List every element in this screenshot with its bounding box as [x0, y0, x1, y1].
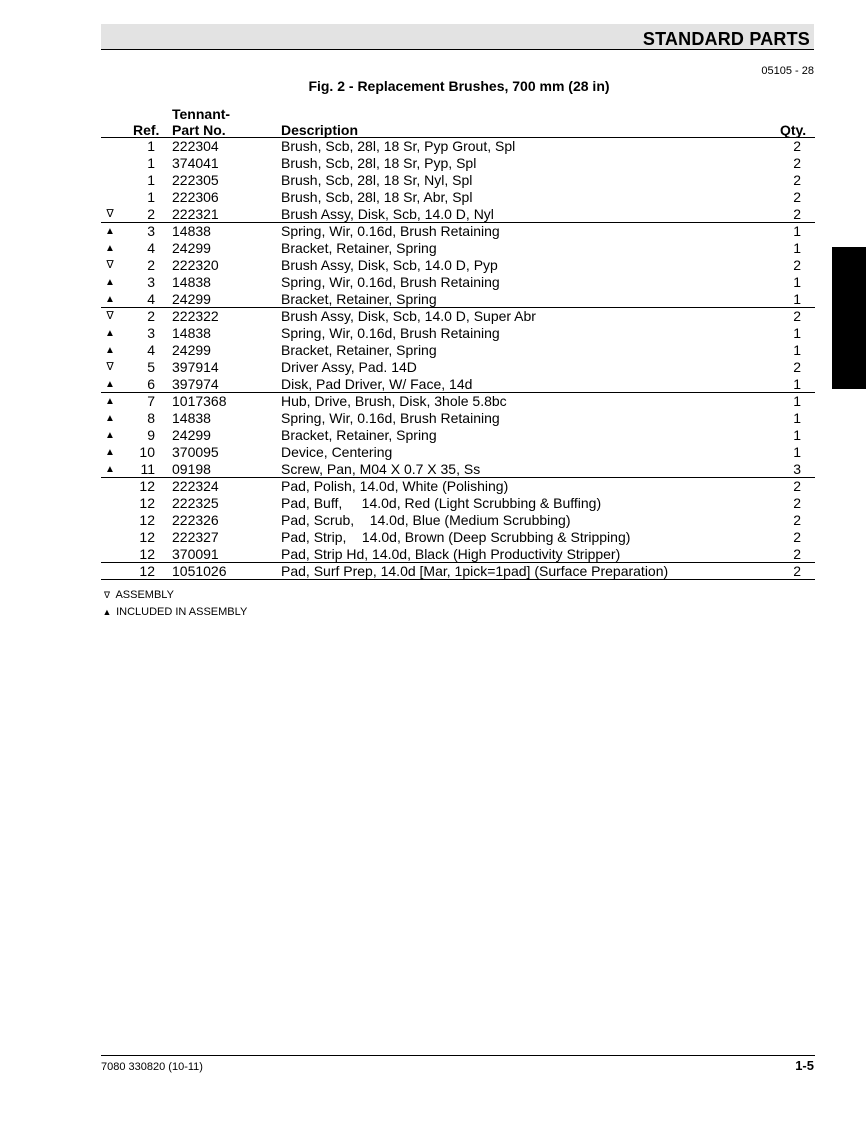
part-description: Pad, Strip Hd, 14.0d, Black (High Productivity Stripper): [281, 546, 621, 562]
table-row: [101, 529, 815, 546]
table-row: [101, 546, 815, 563]
footer-document-number: 7080 330820 (10-11): [101, 1061, 203, 1073]
ref-number: 12: [139, 495, 155, 511]
part-number: 397974: [172, 376, 219, 392]
included-in-assembly-icon: ▲: [105, 379, 115, 390]
quantity: 1: [793, 393, 801, 409]
table-row: [101, 427, 815, 444]
part-number: 222304: [172, 138, 219, 154]
part-description: Hub, Drive, Brush, Disk, 3hole 5.8bc: [281, 393, 507, 409]
quantity: 2: [793, 257, 801, 273]
quantity: 1: [793, 291, 801, 307]
included-in-assembly-icon: ▲: [105, 277, 115, 288]
assembly-icon: ∇: [106, 310, 114, 322]
part-description: Bracket, Retainer, Spring: [281, 342, 437, 358]
column-header-qty: Qty.: [780, 122, 807, 138]
part-description: Pad, Strip, 14.0d, Brown (Deep Scrubbing & Stripping): [281, 529, 631, 545]
part-description: Brush, Scb, 28l, 18 Sr, Pyp Grout, Spl: [281, 138, 516, 154]
part-description: Brush Assy, Disk, Scb, 14.0 D, Nyl: [281, 206, 494, 222]
ref-number: 1: [147, 138, 155, 154]
included-symbol-icon: ▲: [102, 607, 112, 617]
quantity: 2: [793, 138, 801, 154]
quantity: 2: [793, 546, 801, 562]
quantity: 1: [793, 410, 801, 426]
quantity: 2: [793, 155, 801, 171]
ref-number: 12: [139, 529, 155, 545]
table-row: [101, 376, 815, 393]
quantity: 2: [793, 359, 801, 375]
part-description: Brush Assy, Disk, Scb, 14.0 D, Super Abr: [281, 308, 536, 324]
part-description: Spring, Wir, 0.16d, Brush Retaining: [281, 325, 500, 341]
part-description: Device, Centering: [281, 444, 393, 460]
table-row: [101, 138, 815, 155]
quantity: 2: [793, 308, 801, 324]
column-header-part-line1: Tennant-: [172, 106, 231, 122]
table-row: [101, 512, 815, 529]
quantity: 3: [793, 461, 801, 477]
table-row: [101, 393, 815, 410]
table-row: [101, 308, 815, 325]
ref-number: 1: [147, 155, 155, 171]
part-number: 14838: [172, 223, 211, 239]
part-description: Bracket, Retainer, Spring: [281, 427, 437, 443]
part-number: 24299: [172, 240, 211, 256]
part-description: Brush, Scb, 28l, 18 Sr, Nyl, Spl: [281, 172, 473, 188]
included-in-assembly-icon: ▲: [105, 447, 115, 458]
part-description: Brush Assy, Disk, Scb, 14.0 D, Pyp: [281, 257, 498, 273]
part-number: 374041: [172, 155, 219, 171]
part-description: Bracket, Retainer, Spring: [281, 240, 437, 256]
quantity: 1: [793, 444, 801, 460]
quantity: 1: [793, 274, 801, 290]
table-row: [101, 444, 815, 461]
quantity: 2: [793, 512, 801, 528]
ref-number: 1: [147, 189, 155, 205]
table-row: [101, 478, 815, 495]
column-header-description: Description: [281, 122, 359, 138]
part-number: 397914: [172, 359, 219, 375]
legend-included-label: INCLUDED IN ASSEMBLY: [116, 606, 248, 618]
ref-number: 4: [147, 240, 155, 256]
quantity: 1: [793, 342, 801, 358]
part-number: 370095: [172, 444, 219, 460]
ref-number: 3: [147, 325, 155, 341]
ref-number: 12: [139, 478, 155, 494]
included-in-assembly-icon: ▲: [105, 226, 115, 237]
ref-number: 3: [147, 274, 155, 290]
document-code: 05105 - 28: [761, 65, 814, 77]
included-in-assembly-icon: ▲: [105, 345, 115, 356]
part-number: 222321: [172, 206, 219, 222]
part-number: 222324: [172, 478, 219, 494]
figure-title: Fig. 2 - Replacement Brushes, 700 mm (28 in): [308, 78, 610, 94]
part-description: Pad, Surf Prep, 14.0d [Mar, 1pick=1pad] (Surface Preparation): [281, 563, 669, 579]
assembly-symbol-icon: ∇: [103, 590, 111, 600]
quantity: 1: [793, 240, 801, 256]
part-description: Screw, Pan, M04 X 0.7 X 35, Ss: [281, 461, 481, 477]
ref-number: 10: [139, 444, 155, 460]
ref-number: 6: [147, 376, 155, 392]
quantity: 2: [793, 206, 801, 222]
table-row: [101, 325, 815, 342]
part-number: 222326: [172, 512, 219, 528]
table-row: [101, 223, 815, 240]
part-number: 370091: [172, 546, 219, 562]
part-description: Spring, Wir, 0.16d, Brush Retaining: [281, 274, 500, 290]
ref-number: 4: [147, 291, 155, 307]
column-header-part-line2: Part No.: [172, 122, 226, 138]
part-description: Disk, Pad Driver, W/ Face, 14d: [281, 376, 473, 392]
included-in-assembly-icon: ▲: [105, 328, 115, 339]
part-number: 24299: [172, 291, 211, 307]
part-description: Brush, Scb, 28l, 18 Sr, Abr, Spl: [281, 189, 473, 205]
table-row: [101, 172, 815, 189]
part-number: 222322: [172, 308, 219, 324]
part-description: Pad, Polish, 14.0d, White (Polishing): [281, 478, 509, 494]
assembly-icon: ∇: [106, 208, 114, 220]
parts-table: [101, 138, 815, 580]
ref-number: 2: [147, 308, 155, 324]
part-number: 24299: [172, 427, 211, 443]
quantity: 2: [793, 563, 801, 579]
table-row: [101, 240, 815, 257]
legend-assembly: [101, 589, 174, 601]
footer-rule: [101, 1055, 815, 1056]
part-number: 09198: [172, 461, 211, 477]
part-number: 1017368: [172, 393, 227, 409]
quantity: 1: [793, 376, 801, 392]
included-in-assembly-icon: ▲: [105, 464, 115, 475]
quantity: 2: [793, 495, 801, 511]
legend-included: [101, 606, 247, 618]
included-in-assembly-icon: ▲: [105, 243, 115, 254]
quantity: 2: [793, 172, 801, 188]
ref-number: 12: [139, 563, 155, 579]
legend-assembly-label: ASSEMBLY: [115, 589, 174, 601]
part-number: 24299: [172, 342, 211, 358]
part-number: 14838: [172, 274, 211, 290]
included-in-assembly-icon: ▲: [105, 294, 115, 305]
part-number: 222325: [172, 495, 219, 511]
part-description: Bracket, Retainer, Spring: [281, 291, 437, 307]
quantity: 2: [793, 478, 801, 494]
quantity: 1: [793, 223, 801, 239]
part-number: 222327: [172, 529, 219, 545]
page-number: 1-5: [795, 1058, 814, 1073]
ref-number: 2: [147, 257, 155, 273]
part-number: 1051026: [172, 563, 227, 579]
table-row: [101, 189, 815, 206]
part-description: Spring, Wir, 0.16d, Brush Retaining: [281, 410, 500, 426]
page-title: STANDARD PARTS: [642, 29, 810, 49]
ref-number: 7: [147, 393, 155, 409]
part-number: 14838: [172, 325, 211, 341]
included-in-assembly-icon: ▲: [105, 413, 115, 424]
assembly-icon: ∇: [106, 259, 114, 271]
included-in-assembly-icon: ▲: [105, 430, 115, 441]
table-row: [101, 495, 815, 512]
ref-number: 8: [147, 410, 155, 426]
part-description: Pad, Buff, 14.0d, Red (Light Scrubbing & Buffing): [281, 495, 602, 511]
ref-number: 4: [147, 342, 155, 358]
ref-number: 12: [139, 546, 155, 562]
table-row: [101, 410, 815, 427]
table-row: [101, 155, 815, 172]
table-row: [101, 206, 815, 223]
ref-number: 9: [147, 427, 155, 443]
ref-number: 12: [139, 512, 155, 528]
quantity: 1: [793, 427, 801, 443]
table-row: [101, 342, 815, 359]
table-row: [101, 274, 815, 291]
table-row: [101, 291, 815, 308]
ref-number: 1: [147, 172, 155, 188]
assembly-icon: ∇: [106, 361, 114, 373]
table-row: [101, 563, 815, 580]
part-description: Driver Assy, Pad. 14D: [281, 359, 417, 375]
part-description: Spring, Wir, 0.16d, Brush Retaining: [281, 223, 500, 239]
quantity: 2: [793, 189, 801, 205]
part-number: 14838: [172, 410, 211, 426]
table-row: [101, 257, 815, 274]
part-description: Pad, Scrub, 14.0d, Blue (Medium Scrubbing): [281, 512, 571, 528]
table-row: [101, 359, 815, 376]
part-number: 222306: [172, 189, 219, 205]
column-header-ref: Ref.: [133, 122, 160, 138]
ref-number: 5: [147, 359, 155, 375]
part-number: 222320: [172, 257, 219, 273]
ref-number: 3: [147, 223, 155, 239]
included-in-assembly-icon: ▲: [105, 396, 115, 407]
header-band: [101, 24, 814, 50]
ref-number: 11: [140, 461, 155, 477]
table-row: [101, 461, 815, 478]
part-number: 222305: [172, 172, 219, 188]
ref-number: 2: [147, 206, 155, 222]
quantity: 1: [793, 325, 801, 341]
section-tab-marker: [832, 247, 866, 389]
quantity: 2: [793, 529, 801, 545]
part-description: Brush, Scb, 28l, 18 Sr, Pyp, Spl: [281, 155, 477, 171]
